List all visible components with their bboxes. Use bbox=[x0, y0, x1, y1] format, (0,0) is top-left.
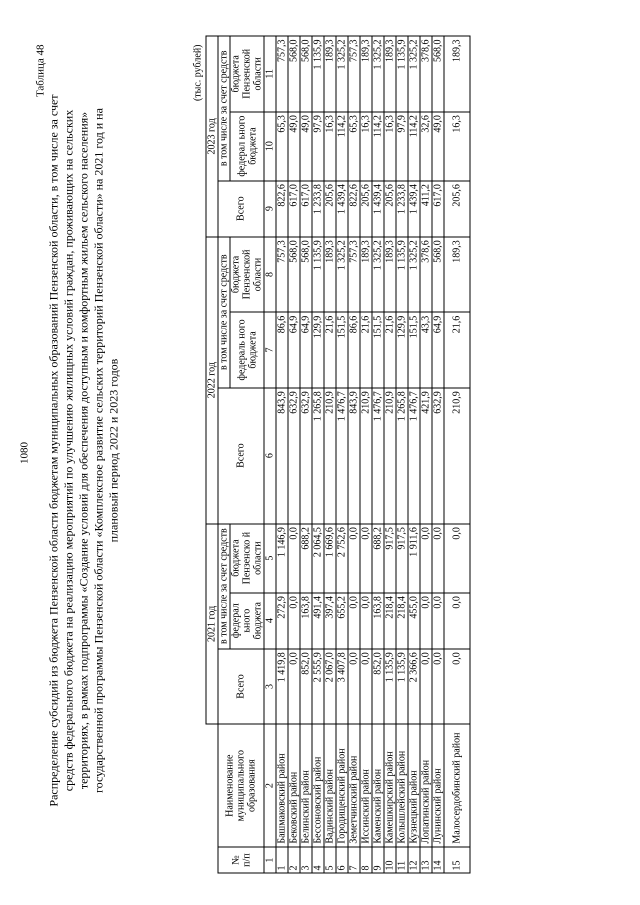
table-body bbox=[264, 36, 470, 873]
value-cell: 1 265,8 bbox=[396, 387, 408, 523]
value-cell: 757,3 bbox=[276, 36, 288, 112]
value-cell: 0,0 bbox=[348, 592, 360, 648]
row-number: 1 bbox=[276, 847, 288, 873]
value-cell: 189,3 bbox=[360, 36, 372, 112]
value-cell: 568,0 bbox=[288, 236, 300, 312]
value-cell: 86,6 bbox=[276, 312, 288, 387]
row-number: 6 bbox=[336, 847, 348, 873]
row-number: 10 bbox=[384, 847, 396, 873]
value-cell: 1 325,2 bbox=[336, 36, 348, 112]
value-cell: 43,3 bbox=[420, 312, 432, 387]
value-cell: 1 325,2 bbox=[408, 36, 420, 112]
row-number: 11 bbox=[396, 847, 408, 873]
value-cell: 151,5 bbox=[372, 312, 384, 387]
row-number: 14 bbox=[432, 847, 444, 873]
district-name: Каменский район bbox=[372, 724, 384, 847]
value-cell: 16,3 bbox=[324, 111, 336, 180]
value-cell: 0,0 bbox=[444, 592, 470, 648]
table-row bbox=[432, 36, 444, 873]
row-number: 3 bbox=[300, 847, 312, 873]
value-cell: 218,4 bbox=[396, 592, 408, 648]
value-cell: 1 233,8 bbox=[396, 180, 408, 236]
header-total-2021: Всего bbox=[218, 648, 264, 723]
column-number: 2 bbox=[264, 724, 276, 847]
table-row bbox=[372, 36, 384, 873]
value-cell: 0,0 bbox=[288, 648, 300, 723]
column-number: 6 bbox=[264, 387, 276, 523]
value-cell: 917,5 bbox=[396, 523, 408, 592]
row-number: 12 bbox=[408, 847, 420, 873]
value-cell: 151,5 bbox=[408, 312, 420, 387]
header-total-2022: Всего bbox=[218, 387, 264, 523]
column-number: 7 bbox=[264, 312, 276, 387]
value-cell: 632,9 bbox=[288, 387, 300, 523]
value-cell: 757,3 bbox=[348, 236, 360, 312]
district-name: Вадинский район bbox=[324, 724, 336, 847]
value-cell: 64,9 bbox=[432, 312, 444, 387]
row-number: 13 bbox=[420, 847, 432, 873]
table-row bbox=[312, 36, 324, 873]
district-name: Бессоновский район bbox=[312, 724, 324, 847]
value-cell: 1 135,9 bbox=[396, 648, 408, 723]
value-cell: 1 135,9 bbox=[384, 648, 396, 723]
district-name: Земетчинский район bbox=[348, 724, 360, 847]
column-number: 11 bbox=[264, 36, 276, 112]
value-cell: 21,6 bbox=[444, 312, 470, 387]
table-row bbox=[360, 36, 372, 873]
value-cell: 2 067,0 bbox=[324, 648, 336, 723]
value-cell: 1 439,4 bbox=[336, 180, 348, 236]
value-cell: 1 911,6 bbox=[408, 523, 420, 592]
value-cell: 1 325,2 bbox=[336, 236, 348, 312]
value-cell: 2 064,5 bbox=[312, 523, 324, 592]
value-cell: 1 325,2 bbox=[372, 236, 384, 312]
value-cell: 16,3 bbox=[360, 111, 372, 180]
district-name: Кузнецкий район bbox=[408, 724, 420, 847]
district-name: Колышлейский район bbox=[396, 724, 408, 847]
value-cell: 129,9 bbox=[312, 312, 324, 387]
value-cell: 1 135,9 bbox=[396, 36, 408, 112]
district-name: Иссинский район bbox=[360, 724, 372, 847]
value-cell: 0,0 bbox=[348, 523, 360, 592]
column-number-row bbox=[264, 36, 276, 873]
table-row bbox=[288, 36, 300, 873]
row-number: 4 bbox=[312, 847, 324, 873]
value-cell: 65,3 bbox=[348, 111, 360, 180]
value-cell: 0,0 bbox=[360, 592, 372, 648]
value-cell: 3 407,8 bbox=[336, 648, 348, 723]
table-row bbox=[300, 36, 312, 873]
column-number: 4 bbox=[264, 592, 276, 648]
value-cell: 189,3 bbox=[384, 236, 396, 312]
value-cell: 852,0 bbox=[300, 648, 312, 723]
value-cell: 1 135,9 bbox=[312, 236, 324, 312]
year-header-2023: 2023 год bbox=[206, 36, 218, 237]
subsidy-table bbox=[205, 35, 470, 873]
value-cell: 843,9 bbox=[348, 387, 360, 523]
value-cell: 210,9 bbox=[384, 387, 396, 523]
value-cell: 1 476,7 bbox=[336, 387, 348, 523]
value-cell: 1 135,9 bbox=[312, 36, 324, 112]
table-row bbox=[420, 36, 432, 873]
table-row bbox=[336, 36, 348, 873]
value-cell: 0,0 bbox=[420, 592, 432, 648]
value-cell: 1 439,4 bbox=[408, 180, 420, 236]
value-cell: 411,2 bbox=[420, 180, 432, 236]
value-cell: 0,0 bbox=[444, 648, 470, 723]
value-cell: 655,2 bbox=[336, 592, 348, 648]
value-cell: 1 146,9 bbox=[276, 523, 288, 592]
value-cell: 49,0 bbox=[432, 111, 444, 180]
value-cell: 151,5 bbox=[336, 312, 348, 387]
district-name: Бековский район bbox=[288, 724, 300, 847]
value-cell: 114,2 bbox=[408, 111, 420, 180]
value-cell: 1 325,2 bbox=[372, 36, 384, 112]
district-name: Малосердобинский район bbox=[444, 724, 470, 847]
header-total-2023: Всего bbox=[218, 180, 264, 236]
year-header-2021: 2021 год bbox=[206, 523, 218, 724]
units-label: (тыс. рублей) bbox=[192, 44, 203, 101]
value-cell: 2 555,9 bbox=[312, 648, 324, 723]
value-cell: 21,6 bbox=[324, 312, 336, 387]
value-cell: 0,0 bbox=[432, 648, 444, 723]
value-cell: 2 752,6 bbox=[336, 523, 348, 592]
value-cell: 114,2 bbox=[336, 111, 348, 180]
value-cell: 1 325,2 bbox=[408, 236, 420, 312]
value-cell: 0,0 bbox=[420, 523, 432, 592]
table-row bbox=[444, 36, 470, 873]
value-cell: 16,3 bbox=[444, 111, 470, 180]
value-cell: 0,0 bbox=[432, 592, 444, 648]
value-cell: 1 419,8 bbox=[276, 648, 288, 723]
header-incl-2022: в том числе за счет средств bbox=[218, 236, 230, 387]
value-cell: 688,2 bbox=[372, 523, 384, 592]
value-cell: 397,4 bbox=[324, 592, 336, 648]
value-cell: 852,0 bbox=[372, 648, 384, 723]
value-cell: 0,0 bbox=[288, 523, 300, 592]
column-number: 9 bbox=[264, 180, 276, 236]
row-number: 9 bbox=[372, 847, 384, 873]
value-cell: 0,0 bbox=[432, 523, 444, 592]
value-cell: 1 476,7 bbox=[408, 387, 420, 523]
row-number: 15 bbox=[444, 847, 470, 873]
district-name: Белинский район bbox=[300, 724, 312, 847]
value-cell: 189,3 bbox=[360, 236, 372, 312]
value-cell: 218,4 bbox=[384, 592, 396, 648]
page-number: 1080 bbox=[18, 441, 30, 464]
row-number: 7 bbox=[348, 847, 360, 873]
row-number: 8 bbox=[360, 847, 372, 873]
value-cell: 163,8 bbox=[300, 592, 312, 648]
value-cell: 189,3 bbox=[324, 36, 336, 112]
value-cell: 0,0 bbox=[444, 523, 470, 592]
column-number: 5 bbox=[264, 523, 276, 592]
value-cell: 378,6 bbox=[420, 236, 432, 312]
header-incl-2021: в том числе за счет средств bbox=[218, 523, 230, 648]
value-cell: 64,9 bbox=[288, 312, 300, 387]
value-cell: 455,0 bbox=[408, 592, 420, 648]
value-cell: 1 265,8 bbox=[312, 387, 324, 523]
value-cell: 617,0 bbox=[432, 180, 444, 236]
value-cell: 568,0 bbox=[288, 36, 300, 112]
header-incl-2023: в том числе за счет средств bbox=[218, 36, 230, 181]
value-cell: 189,3 bbox=[444, 236, 470, 312]
value-cell: 205,6 bbox=[324, 180, 336, 236]
value-cell: 97,9 bbox=[396, 111, 408, 180]
value-cell: 21,6 bbox=[384, 312, 396, 387]
value-cell: 2 366,6 bbox=[408, 648, 420, 723]
value-cell: 49,0 bbox=[300, 111, 312, 180]
row-number: 2 bbox=[288, 847, 300, 873]
value-cell: 210,9 bbox=[360, 387, 372, 523]
header-regional-2021: бюджета Пензенско й области bbox=[230, 523, 264, 592]
value-cell: 114,2 bbox=[372, 111, 384, 180]
value-cell: 32,6 bbox=[420, 111, 432, 180]
value-cell: 205,6 bbox=[444, 180, 470, 236]
value-cell: 632,9 bbox=[300, 387, 312, 523]
table-row bbox=[276, 36, 288, 873]
column-number: 10 bbox=[264, 111, 276, 180]
value-cell: 272,9 bbox=[276, 592, 288, 648]
value-cell: 491,4 bbox=[312, 592, 324, 648]
value-cell: 129,9 bbox=[396, 312, 408, 387]
value-cell: 1 439,4 bbox=[372, 180, 384, 236]
column-number: 3 bbox=[264, 648, 276, 723]
table-row bbox=[348, 36, 360, 873]
district-name: Лунинский район bbox=[432, 724, 444, 847]
value-cell: 210,9 bbox=[324, 387, 336, 523]
table-row bbox=[396, 36, 408, 873]
value-cell: 21,6 bbox=[360, 312, 372, 387]
value-cell: 822,6 bbox=[276, 180, 288, 236]
value-cell: 688,2 bbox=[300, 523, 312, 592]
header-federal-2021: федерал ьного бюджета bbox=[230, 592, 264, 648]
value-cell: 568,0 bbox=[300, 236, 312, 312]
year-header-2022: 2022 год bbox=[206, 236, 218, 523]
table-row bbox=[324, 36, 336, 873]
value-cell: 378,6 bbox=[420, 36, 432, 112]
value-cell: 0,0 bbox=[360, 648, 372, 723]
value-cell: 189,3 bbox=[324, 236, 336, 312]
value-cell: 757,3 bbox=[348, 36, 360, 112]
value-cell: 97,9 bbox=[312, 111, 324, 180]
value-cell: 843,9 bbox=[276, 387, 288, 523]
value-cell: 917,5 bbox=[384, 523, 396, 592]
table-label: Таблица 48 bbox=[34, 44, 46, 97]
table-row bbox=[408, 36, 420, 873]
header-number: № п/п bbox=[218, 847, 264, 873]
header-federal-2022: федераль ного бюджета bbox=[230, 312, 264, 387]
value-cell: 1 669,6 bbox=[324, 523, 336, 592]
value-cell: 1 476,7 bbox=[372, 387, 384, 523]
value-cell: 0,0 bbox=[288, 592, 300, 648]
value-cell: 568,0 bbox=[432, 236, 444, 312]
value-cell: 163,8 bbox=[372, 592, 384, 648]
value-cell: 0,0 bbox=[360, 523, 372, 592]
row-number: 5 bbox=[324, 847, 336, 873]
value-cell: 0,0 bbox=[420, 648, 432, 723]
column-number: 8 bbox=[264, 236, 276, 312]
column-number: 1 bbox=[264, 847, 276, 873]
value-cell: 568,0 bbox=[432, 36, 444, 112]
value-cell: 64,9 bbox=[300, 312, 312, 387]
value-cell: 632,9 bbox=[432, 387, 444, 523]
value-cell: 617,0 bbox=[300, 180, 312, 236]
document-title: Распределение субсидий из бюджета Пензенской области бюджетам муниципальных образований Пензенской области, в том числе за счет средств федерального бюджета на реализацию мероприятий по улучшению жилищных условий граждан, проживающих на сельских территориях, в рамках подпрограммы «Создание условий для обеспечения доступным и комфортным жильем сельского населения» государственной программы Пензенской области «Комплексное развитие сельских территорий Пензенской области» на 2021 год и на плановый период 2022 и 2023 годов bbox=[46, 93, 120, 807]
header-regional-2023: бюджета Пензенской области bbox=[230, 36, 264, 112]
value-cell: 205,6 bbox=[360, 180, 372, 236]
header-name: Наименование муниципального образования bbox=[218, 724, 264, 847]
value-cell: 617,0 bbox=[288, 180, 300, 236]
district-name: Камешкирский район bbox=[384, 724, 396, 847]
district-name: Лопатинский район bbox=[420, 724, 432, 847]
value-cell: 189,3 bbox=[444, 36, 470, 112]
value-cell: 757,3 bbox=[276, 236, 288, 312]
value-cell: 1 135,9 bbox=[396, 236, 408, 312]
value-cell: 189,3 bbox=[384, 36, 396, 112]
value-cell: 205,6 bbox=[384, 180, 396, 236]
value-cell: 568,0 bbox=[300, 36, 312, 112]
table-row bbox=[384, 36, 396, 873]
value-cell: 16,3 bbox=[384, 111, 396, 180]
header-federal-2023: федерал ьного бюджета bbox=[230, 111, 264, 180]
value-cell: 210,9 bbox=[444, 387, 470, 523]
header-regional-2022: бюджета Пензенской области bbox=[230, 236, 264, 312]
value-cell: 86,6 bbox=[348, 312, 360, 387]
value-cell: 65,3 bbox=[276, 111, 288, 180]
value-cell: 49,0 bbox=[288, 111, 300, 180]
value-cell: 822,6 bbox=[348, 180, 360, 236]
value-cell: 1 233,8 bbox=[312, 180, 324, 236]
district-name: Городищенский район bbox=[336, 724, 348, 847]
value-cell: 0,0 bbox=[348, 648, 360, 723]
district-name: Башмаковский район bbox=[276, 724, 288, 847]
value-cell: 421,9 bbox=[420, 387, 432, 523]
